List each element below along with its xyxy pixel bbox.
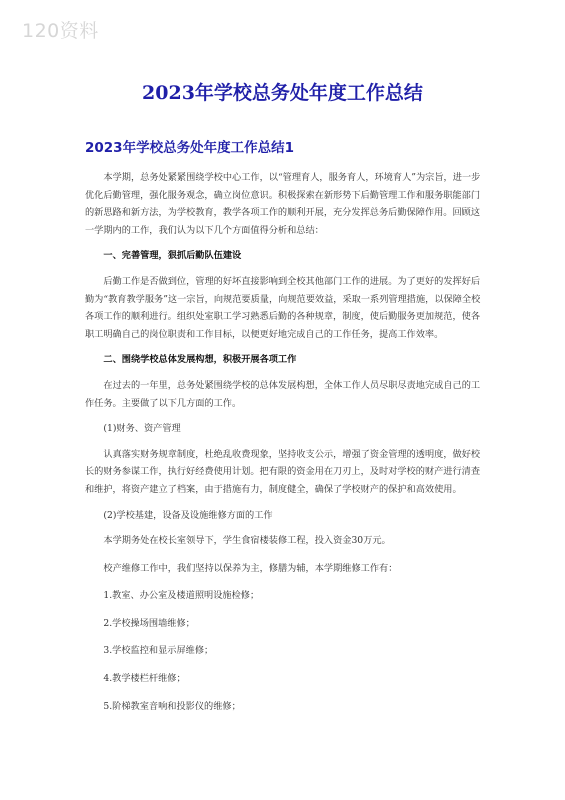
paragraph-4: 本学期务处在校长室领导下，学生食宿楼装修工程，投入资金30万元。: [103, 535, 391, 547]
subheading-2: (2)学校基建，设备及设施维修方面的工作: [103, 509, 273, 521]
list-item: 3.学校监控和显示屏维修；: [103, 645, 214, 657]
list-item: 1.教室、办公室及楼道照明设施检修；: [103, 590, 260, 602]
paragraph-2: 在过去的一年里，总务处紧围绕学校的总体发展构想，全体工作人员尽职尽责地完成自己的工作任务。主要做了以下几方面的工作。: [85, 379, 481, 409]
document-body: [85, 169, 482, 715]
section-title: 2023年学校总务处年度工作总结1: [85, 140, 294, 156]
list-item: 2.学校操场围墙维修；: [103, 617, 195, 629]
list-item: 5.阶梯教室音响和投影仪的维修；: [103, 700, 241, 712]
subheading-1: (1)财务、资产管理: [103, 423, 181, 435]
document-title: 2023年学校总务处年度工作总结: [142, 82, 423, 104]
heading-1: 一、完善管理，狠抓后勤队伍建设: [103, 250, 242, 262]
paragraph-1: 后勤工作是否做到位，管理的好坏直接影响到全校其他部门工作的进展。为了更好的发挥好后勤为“教育教学服务”这一宗旨，向规范要质量，向规范要效益，采取一系列管理措施，以保障全校各项工作的顺利进行。组织处室职工学习熟悉后勤的各种规章，制度，使后勤服务更加规范，使各职工明确自己的岗位职责和工作目标，以便更好地完成自己的工作任务，提高工作效率。: [85, 275, 481, 340]
watermark: 120资料: [22, 20, 99, 42]
paragraph-3: 认真落实财务规章制度，杜绝乱收费现象，坚持收支公示，增强了资金管理的透明度，做好校长的财务参谋工作，执行好经费使用计划。把有限的资金用在刀刃上，及时对学校的财产进行清查和维护，将资产建立了档案，由于措施有力，制度健全，确保了学校财产的保护和高效使用。: [85, 448, 481, 495]
list-item: 4.教学楼栏杆维修；: [103, 673, 186, 685]
heading-2: 二、围绕学校总体发展构想，积极开展各项工作: [103, 354, 297, 366]
intro-paragraph: 本学期，总务处紧紧围绕学校中心工作，以“管理育人，服务育人，环境育人”为宗旨，进一步优化后勤管理，强化服务观念，确立岗位意识。积极探索在新形势下后勤管理工作和服务职能部门的新思路和新方法，为学校教育，教学各项工作的顺利开展，充分发挥总务后勤保障作用。回顾这一学期内的工作，我们认为以下几个方面值得分析和总结：: [85, 172, 481, 236]
paragraph-5: 校产维修工作中，我们坚持以保养为主，修膳为辅，本学期维修工作有：: [103, 562, 398, 574]
